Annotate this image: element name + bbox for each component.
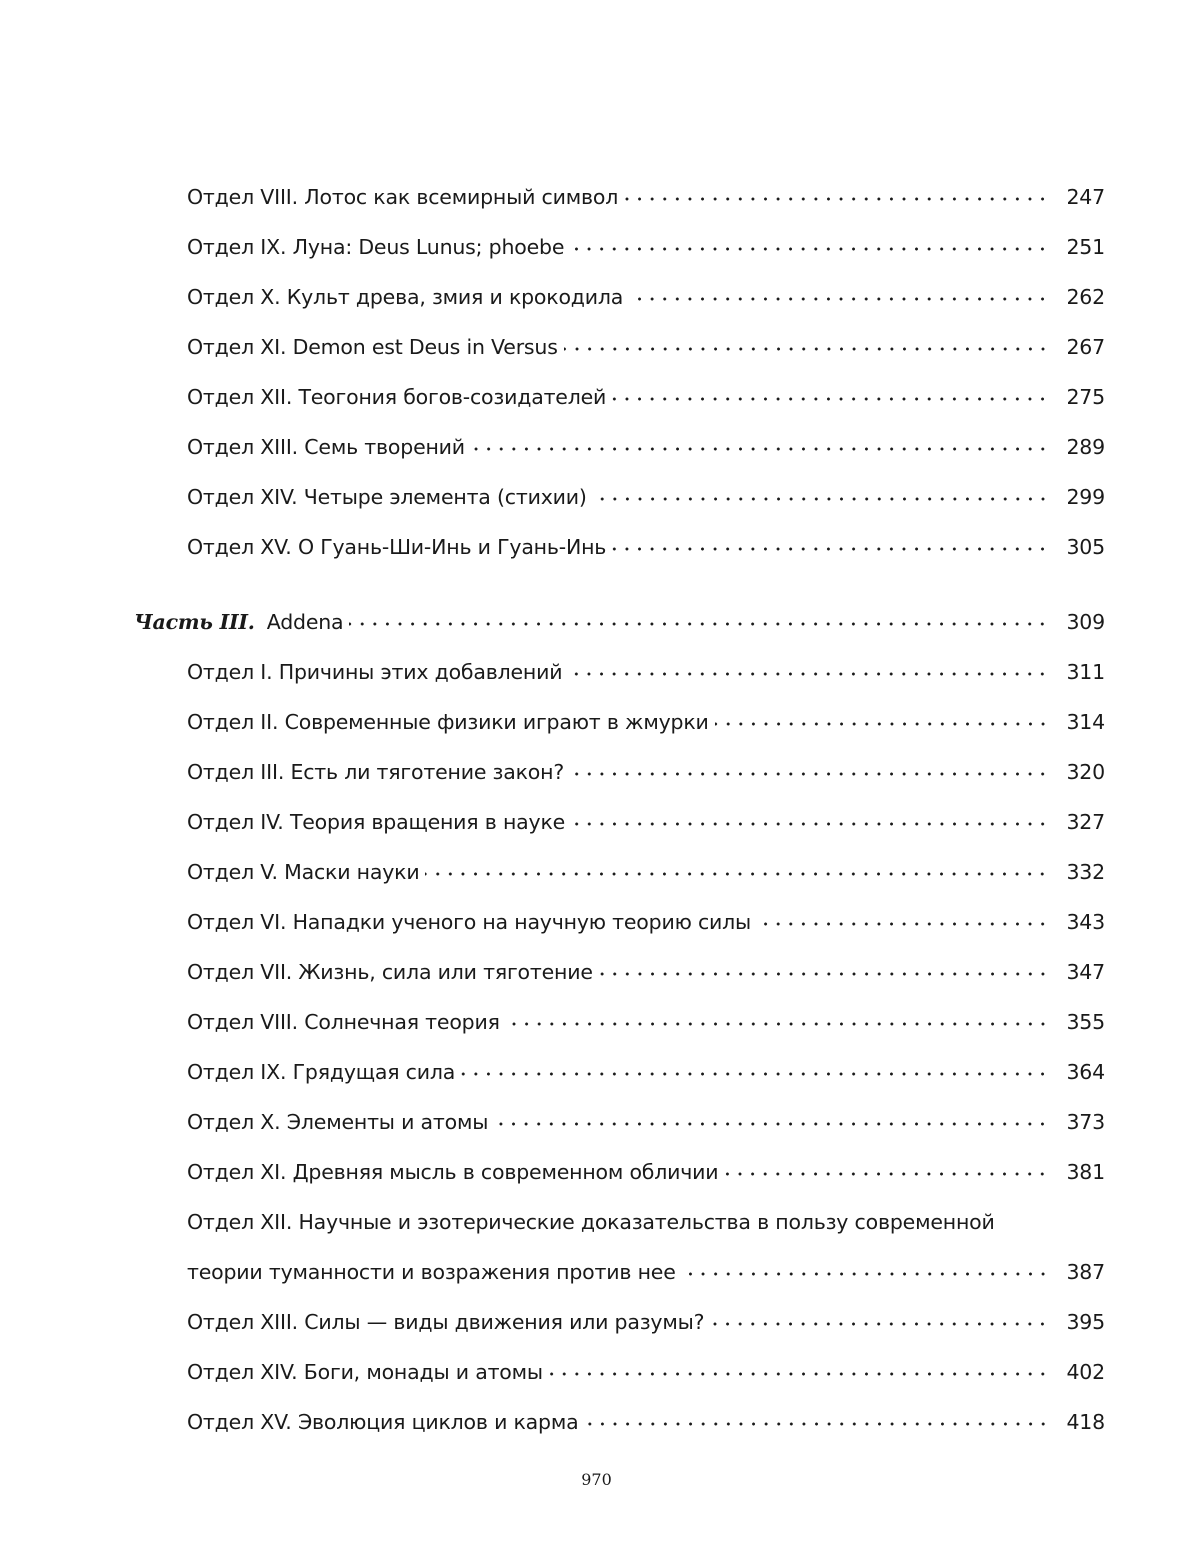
- toc-entry-title: Отдел XIII. Семь творений: [187, 435, 465, 459]
- toc-entry: [187, 1347, 1105, 1397]
- toc-entry: [187, 797, 1105, 847]
- toc-entry: [187, 697, 1105, 747]
- toc-entry-title-line2: теории туманности и возражения против нее: [187, 1260, 676, 1284]
- leader-dots: [710, 1313, 1049, 1335]
- leader-dots: [612, 538, 1049, 560]
- toc-entry-title: Отдел IX. Грядущая сила: [187, 1060, 456, 1084]
- toc-entry-page: 275: [1066, 385, 1105, 409]
- leader-dots: [612, 388, 1049, 410]
- page-number: 970: [581, 1470, 612, 1489]
- toc-entry-title: Отдел X. Культ древа, змия и крокодила: [187, 285, 624, 309]
- toc-entry-page: 332: [1066, 860, 1105, 884]
- toc-entry-page: 314: [1066, 710, 1105, 734]
- toc-entry: [187, 847, 1105, 897]
- toc-entry-multiline-first: [187, 1197, 1105, 1247]
- toc-entry-page: 373: [1066, 1110, 1105, 1134]
- leader-dots: [425, 863, 1049, 885]
- leader-dots: [564, 338, 1049, 360]
- toc-entry-page: 305: [1066, 535, 1105, 559]
- toc-entry-title: Отдел II. Современные физики играют в жмурки: [187, 710, 709, 734]
- part-label: Часть III.: [134, 610, 255, 634]
- leader-dots: [494, 1113, 1049, 1135]
- toc-entry-title: Отдел I. Причины этих добавлений: [187, 660, 563, 684]
- toc-entry: [187, 472, 1105, 522]
- toc-entry: [187, 522, 1105, 572]
- toc-entry: [187, 422, 1105, 472]
- leader-dots: [593, 488, 1049, 510]
- leader-dots: [506, 1013, 1049, 1035]
- leader-dots: [624, 188, 1049, 210]
- toc-entry-page: 299: [1066, 485, 1105, 509]
- leader-dots: [570, 763, 1049, 785]
- toc-entry-title: Отдел XI. Древняя мысль в современном обличии: [187, 1160, 719, 1184]
- toc-entry-page: 395: [1066, 1310, 1105, 1334]
- part-title: Addena: [266, 610, 344, 634]
- toc-entry-page: 262: [1066, 285, 1105, 309]
- toc-entry: [187, 1147, 1105, 1197]
- toc-entry-title: Отдел III. Есть ли тяготение закон?: [187, 760, 565, 784]
- part-page: 309: [1066, 610, 1105, 634]
- toc-entry: [187, 322, 1105, 372]
- toc-entry: [187, 372, 1105, 422]
- toc-entry-page: 347: [1066, 960, 1105, 984]
- leader-dots: [724, 1163, 1049, 1185]
- leader-dots: [571, 813, 1049, 835]
- toc-entry: [187, 947, 1105, 997]
- toc-entry-page: 251: [1066, 235, 1105, 259]
- toc-entry-title: Отдел XV. Эволюция циклов и карма: [187, 1410, 579, 1434]
- leader-dots: [461, 1063, 1049, 1085]
- toc-entry: [187, 1047, 1105, 1097]
- toc-entry: [187, 997, 1105, 1047]
- toc-entry-page: 289: [1066, 435, 1105, 459]
- leader-dots: [585, 1413, 1050, 1435]
- toc-entry-title: Отдел VIII. Солнечная теория: [187, 1010, 500, 1034]
- leader-dots: [549, 1363, 1049, 1385]
- toc-entry-page: 267: [1066, 335, 1105, 359]
- toc-entry-title: Отдел X. Элементы и атомы: [187, 1110, 489, 1134]
- leader-dots: [570, 238, 1049, 260]
- leader-dots: [599, 963, 1049, 985]
- toc-entry-title: Отдел XIV. Боги, монады и атомы: [187, 1360, 543, 1384]
- toc-entry: [187, 222, 1105, 272]
- toc-entry-title: Отдел IV. Теория вращения в науке: [187, 810, 566, 834]
- toc-entry: [187, 747, 1105, 797]
- toc-entry: [187, 897, 1105, 947]
- leader-dots: [757, 913, 1049, 935]
- toc-entry-title: Отдел XI. Demon est Deus in Versus: [187, 335, 558, 359]
- leader-dots: [682, 1263, 1049, 1285]
- toc-entry-title: Отдел XII. Теогония богов-созидателей: [187, 385, 607, 409]
- toc-entry-page: 247: [1066, 185, 1105, 209]
- toc-entry-multiline-second: [187, 1247, 1105, 1297]
- toc-entry-page: 402: [1066, 1360, 1105, 1384]
- toc-entry: [187, 647, 1105, 697]
- leader-dots: [471, 438, 1049, 460]
- leader-dots: [629, 288, 1049, 310]
- toc-entry-page: 343: [1066, 910, 1105, 934]
- toc-entry-page: 387: [1066, 1260, 1105, 1284]
- toc-entry-title: Отдел XV. О Гуань-Ши-Инь и Гуань-Инь: [187, 535, 607, 559]
- toc-entry: [187, 1097, 1105, 1147]
- toc-entry: [187, 172, 1105, 222]
- toc-entry-title-line1: Отдел XII. Научные и эзотерические доказательства в пользу современной: [187, 1210, 995, 1234]
- toc-entry-title: Отдел VIII. Лотос как всемирный символ: [187, 185, 619, 209]
- toc-entry-page: 364: [1066, 1060, 1105, 1084]
- toc-entry: [187, 1397, 1105, 1447]
- toc-entry-title: Отдел VII. Жизнь, сила или тяготение: [187, 960, 593, 984]
- leader-dots: [568, 663, 1049, 685]
- toc-entry-page: 327: [1066, 810, 1105, 834]
- toc-entry: [187, 1297, 1105, 1347]
- toc-entry-page: 381: [1066, 1160, 1105, 1184]
- toc-entry-title: Отдел IX. Луна: Deus Lunus; phoebe: [187, 235, 565, 259]
- leader-dots: [349, 613, 1049, 635]
- toc-entry-title: Отдел XIV. Четыре элемента (стихии): [187, 485, 587, 509]
- toc-part-heading: [134, 597, 1105, 647]
- toc-entry-page: 320: [1066, 760, 1105, 784]
- toc-entry-page: 418: [1066, 1410, 1105, 1434]
- leader-dots: [715, 713, 1049, 735]
- toc-entry-title: Отдел V. Маски науки: [187, 860, 420, 884]
- toc-entry: [187, 272, 1105, 322]
- toc-entry-title: Отдел VI. Нападки ученого на научную теорию силы: [187, 910, 752, 934]
- toc-entry-title: Отдел XIII. Силы — виды движения или разумы?: [187, 1310, 705, 1334]
- toc-entry-page: 311: [1066, 660, 1105, 684]
- toc-entry-page: 355: [1066, 1010, 1105, 1034]
